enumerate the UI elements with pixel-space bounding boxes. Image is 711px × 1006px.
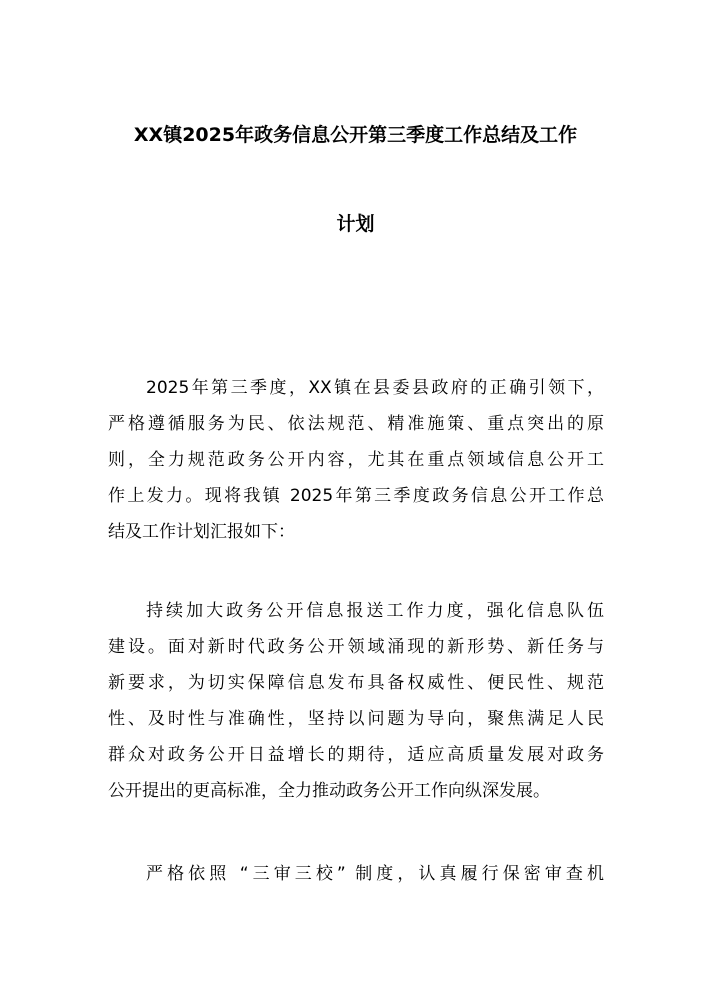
document-title-continued: 计划 [336, 213, 375, 235]
paragraph-line: 公开提出的更高标准，全力推动政务公开工作向纵深发展。 [108, 781, 550, 801]
paragraph-line: 作上发力。现将我镇 2025年第三季度政务信息公开工作总 [108, 486, 604, 506]
document-title: XX镇2025年政务信息公开第三季度工作总结及工作 [133, 124, 578, 146]
paragraph-line: 则，全力规范政务公开内容，尤其在重点领域信息公开工 [108, 450, 604, 470]
paragraph-line: 持续加大政务公开信息报送工作力度，强化信息队伍 [146, 601, 604, 621]
paragraph-information-reporting [108, 593, 604, 809]
paragraph-intro [108, 370, 604, 550]
paragraph-line: 性、及时性与准确性，坚持以问题为导向，聚焦满足人民 [108, 709, 604, 729]
paragraph-line: 结及工作计划汇报如下： [108, 522, 295, 542]
paragraph-line: 新要求，为切实保障信息发布具备权威性、便民性、规范 [108, 673, 604, 693]
paragraph-review-system [108, 856, 604, 892]
paragraph-line: 严格遵循服务为民、依法规范、精准施策、重点突出的原 [108, 414, 604, 434]
paragraph-line: 建设。面对新时代政务公开领域涌现的新形势、新任务与 [108, 637, 604, 657]
paragraph-line: 2025年第三季度，XX镇在县委县政府的正确引领下， [146, 378, 604, 398]
paragraph-line: 严格依照 “三审三校” 制度，认真履行保密审查机 [146, 864, 604, 884]
paragraph-line: 群众对政务公开日益增长的期待，适应高质量发展对政务 [108, 745, 604, 765]
